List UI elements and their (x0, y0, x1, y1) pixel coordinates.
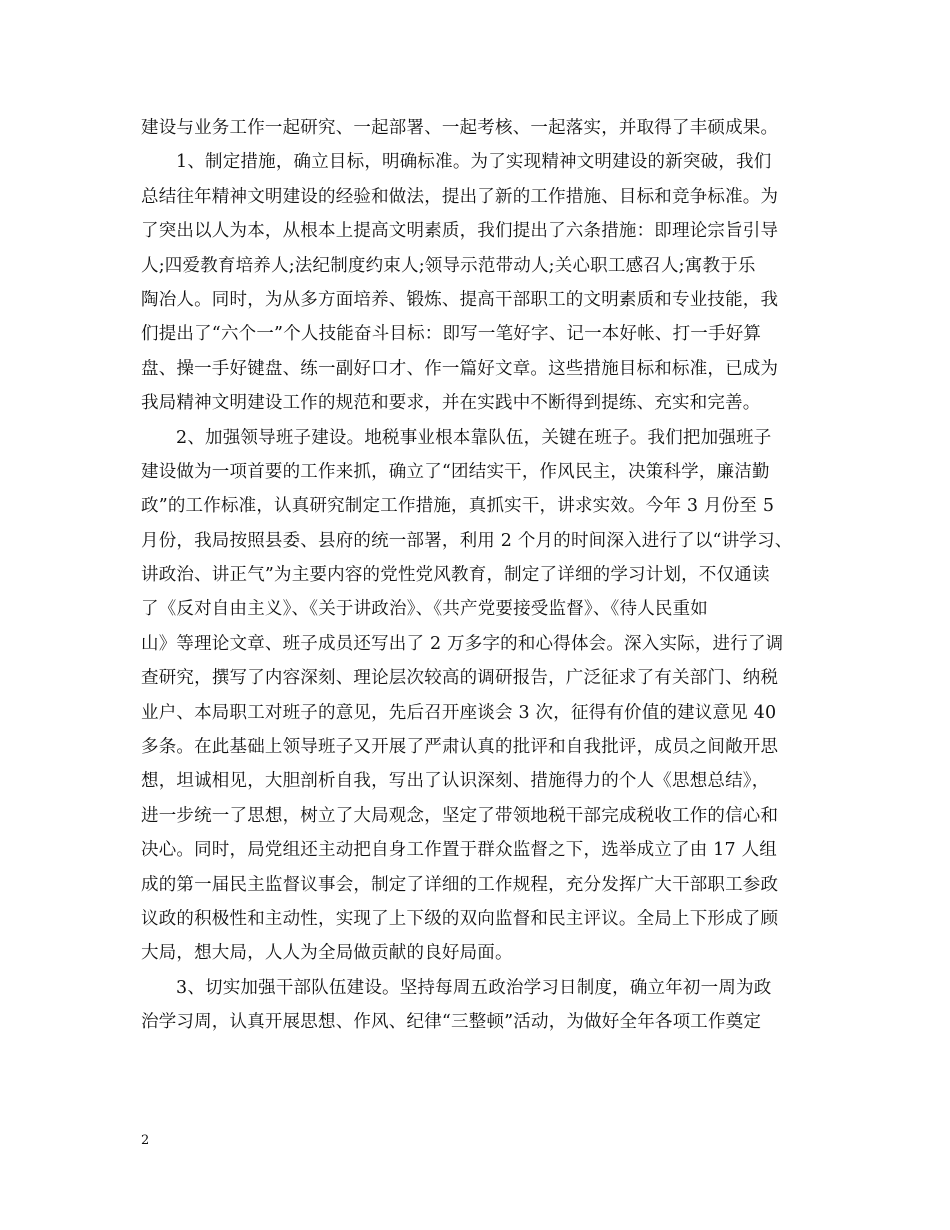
text-line: 建设与业务工作一起研究、一起部署、一起考核、一起落实，并取得了丰硕成果。 (141, 118, 779, 138)
text-line: 陶冶人。同时，为从多方面培养、锻炼、提高干部职工的文明素质和专业技能，我 (141, 289, 779, 310)
text-line-paragraph-start: 2、加强领导班子建设。地税事业根本靠队伍，关键在班子。我们把加强班子 (176, 427, 772, 448)
text-line: 治学习周，认真开展思想、作风、纪律“三整顿”活动，为做好全年各项工作奠定 (141, 1012, 762, 1033)
text-line: 业户、本局职工对班子的意见，先后召开座谈会 3 次，征得有价值的建议意见 40 (141, 702, 777, 723)
text-line: 人;四爱教育培养人;法纪制度约束人;领导示范带动人;关心职工感召人;寓教于乐 (141, 255, 756, 276)
text-line: 们提出了“六个一”个人技能奋斗目标：即写一笔好字、记一本好帐、打一手好算 (141, 324, 762, 345)
text-line: 总结往年精神文明建设的经验和做法，提出了新的工作措施、目标和竞争标准。为 (141, 186, 779, 207)
text-line: 建设做为一项首要的工作来抓，确立了“团结实干，作风民主，决策科学，廉洁勤 (141, 461, 770, 482)
text-line: 进一步统一了思想，树立了大局观念，坚定了带领地税干部完成税收工作的信心和 (141, 805, 779, 826)
text-line: 决心。同时，局党组还主动把自身工作置于群众监督之下，选举成立了由 17 人组 (141, 840, 777, 861)
text-line: 想，坦诚相见，大胆剖析自我，写出了认识深刻、措施得力的个人《思想总结》， (141, 771, 770, 792)
text-line: 大局，想大局，人人为全局做贡献的良好局面。 (141, 943, 513, 964)
text-line: 盘、操一手好键盘、练一副好口才、作一篇好文章。这些措施目标和标准，已成为 (141, 358, 779, 379)
text-line: 了《反对自由主义》、《关于讲政治》、《共产党要接受监督》、《待人民重如 (141, 599, 708, 620)
text-line: 我局精神文明建设工作的规范和要求，并在实践中不断得到提练、充实和完善。 (141, 393, 761, 414)
text-line: 政”的工作标准，认真研究制定工作措施，真抓实干，讲求实效。今年 3 月份至 5 (141, 496, 775, 517)
text-line: 议政的积极性和主动性，实现了上下级的双向监督和民主评议。全局上下形成了顾 (141, 908, 779, 929)
text-line: 山》等理论文章、班子成员还写出了 2 万多字的和心得体会。深入实际，进行了调 (141, 633, 784, 654)
text-line: 多条。在此基础上领导班子又开展了严肃认真的批评和自我批评，成员之间敞开思 (141, 737, 779, 758)
text-line: 了突出以人为本，从根本上提高文明素质，我们提出了六条措施：即理论宗旨引导 (141, 221, 779, 242)
text-line: 查研究，撰写了内容深刻、理论层次较高的调研报告，广泛征求了有关部门、纳税 (141, 668, 779, 689)
text-line: 月份，我局按照县委、县府的统一部署，利用 2 个月的时间深入进行了以“讲学习、 (141, 530, 793, 551)
page-number: 2 (141, 1133, 150, 1148)
text-line-paragraph-start: 1、制定措施，确立目标，明确标准。为了实现精神文明建设的新突破，我们 (176, 152, 772, 173)
document-body (141, 111, 811, 1040)
text-line: 讲政治、讲正气”为主要内容的党性党风教育，制定了详细的学习计划，不仅通读 (141, 565, 770, 586)
text-line-paragraph-start: 3、切实加强干部队伍建设。坚持每周五政治学习日制度，确立年初一周为政 (176, 977, 772, 998)
text-line: 成的第一届民主监督议事会，制定了详细的工作规程，充分发挥广大干部职工参政 (141, 874, 779, 895)
